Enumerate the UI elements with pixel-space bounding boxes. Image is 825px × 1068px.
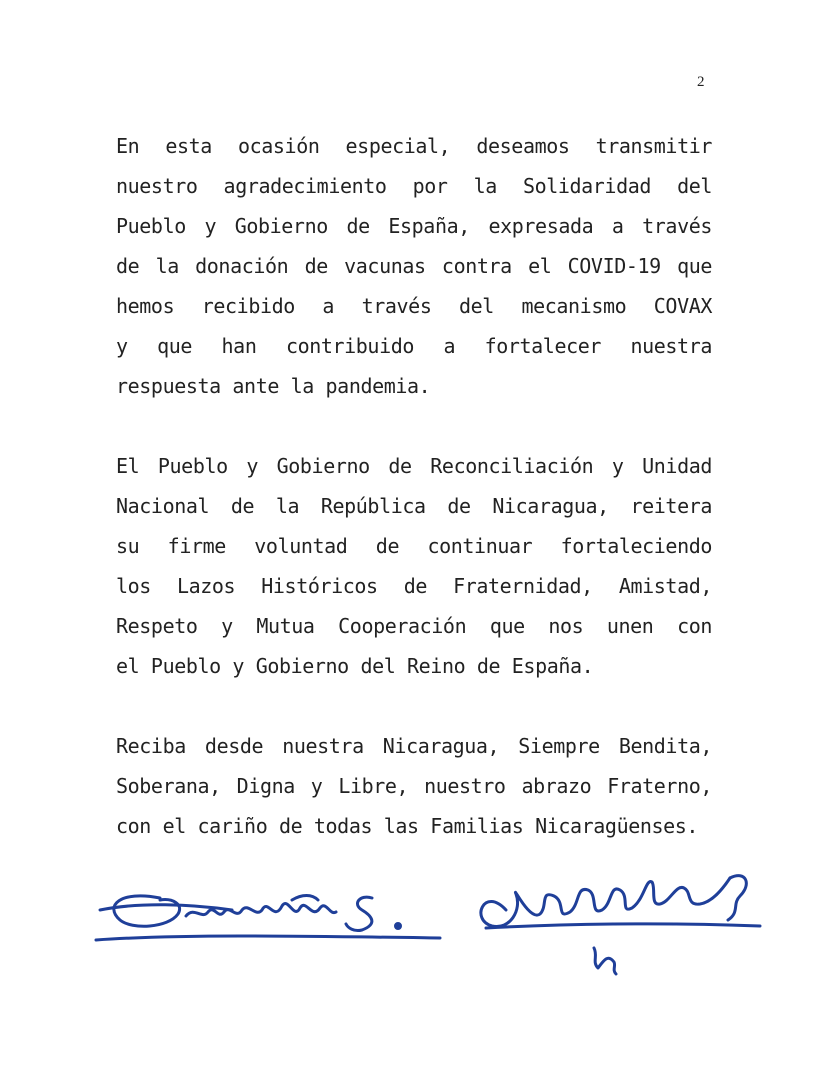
- text-line: Soberana, Digna y Libre, nuestro abrazo Fraterno,: [116, 774, 712, 798]
- text-line: Reciba desde nuestra Nicaragua, Siempre Bendita,: [116, 734, 712, 758]
- text-line: el Pueblo y Gobierno del Reino de España.: [116, 654, 594, 678]
- text-line: En esta ocasión especial, deseamos transmitir: [116, 134, 712, 158]
- text-line: y que han contribuido a fortalecer nuestra: [116, 334, 712, 358]
- letter-body: [116, 126, 712, 886]
- text-line: con el cariño de todas las Familias Nicaragüenses.: [116, 814, 699, 838]
- signatures-drawing: [0, 850, 825, 990]
- paragraph-closing: [116, 726, 712, 846]
- text-line: los Lazos Históricos de Fraternidad, Amistad,: [116, 574, 712, 598]
- text-line: hemos recibido a través del mecanismo COVAX: [116, 294, 712, 318]
- text-line: respuesta ante la pandemia.: [116, 374, 431, 398]
- signature-block: [0, 850, 825, 990]
- text-line: de la donación de vacunas contra el COVID-19 que: [116, 254, 712, 278]
- paragraph-gratitude: [116, 126, 712, 406]
- text-line: El Pueblo y Gobierno de Reconciliación y Unidad: [116, 454, 712, 478]
- text-line: nuestro agradecimiento por la Solidaridad del: [116, 174, 712, 198]
- text-line: su firme voluntad de continuar fortaleciendo: [116, 534, 712, 558]
- page-number: 2: [697, 74, 705, 90]
- handwritten-signature-right: [481, 876, 760, 974]
- handwritten-signature-left: [96, 896, 440, 941]
- text-line: Respeto y Mutua Cooperación que nos unen con: [116, 614, 712, 638]
- text-line: Pueblo y Gobierno de España, expresada a través: [116, 214, 712, 238]
- paragraph-reiteration: [116, 446, 712, 686]
- text-line: Nacional de la República de Nicaragua, reitera: [116, 494, 712, 518]
